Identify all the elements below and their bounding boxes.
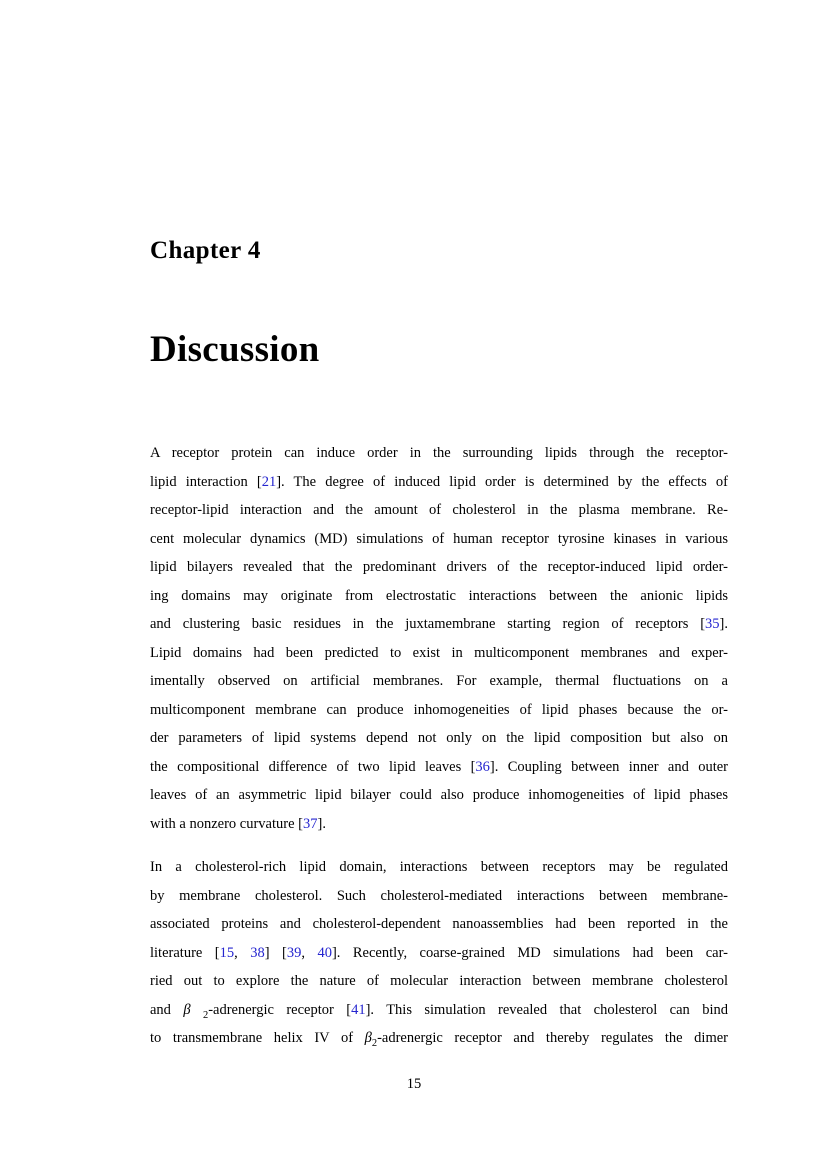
paragraph (150, 853, 728, 1053)
citation-link[interactable]: 35 (705, 616, 720, 633)
text-line: receptor-lipid interaction and the amount of cholesterol in the plasma membrane. Re- (150, 502, 728, 519)
citation-link[interactable]: 39 (286, 944, 302, 961)
text-line: imentally observed on artificial membranes. For example, thermal fluctuations on a (150, 673, 728, 690)
chapter-heading: Chapter 4 (150, 237, 261, 264)
page-footer (0, 1076, 828, 1093)
paragraph (150, 439, 728, 838)
math-symbol: β (364, 1030, 372, 1047)
subscript: 2 (371, 1038, 378, 1050)
text-line: to transmembrane helix IV of $\beta_2$-adrenergic receptor and thereby regulates the dimer (150, 1030, 728, 1050)
subscript: 2 (202, 1009, 209, 1021)
text-line: the compositional difference of two lipid leaves [36]. Coupling between inner and outer (150, 758, 728, 775)
citation-link[interactable]: 21 (261, 473, 277, 490)
text-line: Lipid domains had been predicted to exist in multicomponent membranes and exper- (150, 644, 728, 661)
text-line: lipid interaction [21]. The degree of induced lipid order is determined by the effects of (150, 473, 728, 490)
text-line: and clustering basic residues in the juxtamembrane starting region of receptors [35]. (150, 616, 728, 633)
text-line: lipid bilayers revealed that the predominant drivers of the receptor-induced lipid order- (150, 559, 728, 576)
citation-link[interactable]: 37 (303, 815, 318, 832)
citation-link[interactable]: 15 (219, 944, 235, 961)
citation-link[interactable]: 38 (250, 944, 265, 961)
text-line: der parameters of lipid systems depend not only on the lipid composition but also on (150, 730, 728, 747)
text-line: multicomponent membrane can produce inhomogeneities of lipid phases because the or- (150, 701, 728, 718)
text-line: literature [15, 38] [39, 40]. Recently, coarse-grained MD simulations had been car- (150, 944, 728, 961)
text-line: In a cholesterol-rich lipid domain, interactions between receptors may be regulated (150, 859, 728, 876)
text-line: ried out to explore the nature of molecular interaction between membrane cholesterol (150, 973, 728, 990)
text-line: by membrane cholesterol. Such cholesterol-mediated interactions between membrane- (150, 887, 728, 904)
page-number: 15 (406, 1076, 422, 1092)
math-symbol: β (183, 1001, 191, 1018)
text-line: with a nonzero curvature [37]. (150, 815, 326, 832)
chapter-title: Discussion (150, 328, 320, 370)
citation-link[interactable]: 40 (317, 944, 332, 961)
text-line: A receptor protein can induce order in the surrounding lipids through the receptor- (150, 445, 728, 462)
citation-link[interactable]: 41 (351, 1001, 366, 1018)
citation-link[interactable]: 36 (475, 758, 490, 775)
text-line: and β $_2$-adrenergic receptor [41]. This simulation revealed that cholesterol can bind (150, 1001, 728, 1021)
text-line: associated proteins and cholesterol-dependent nanoassemblies had been reported in the (150, 916, 728, 933)
page-content (150, 0, 728, 1053)
text-line: leaves of an asymmetric lipid bilayer could also produce inhomogeneities of lipid phases (150, 787, 728, 804)
body-text (150, 439, 728, 1053)
text-line: cent molecular dynamics (MD) simulations of human receptor tyrosine kinases in various (150, 530, 728, 547)
text-line: ing domains may originate from electrostatic interactions between the anionic lipids (150, 587, 728, 604)
